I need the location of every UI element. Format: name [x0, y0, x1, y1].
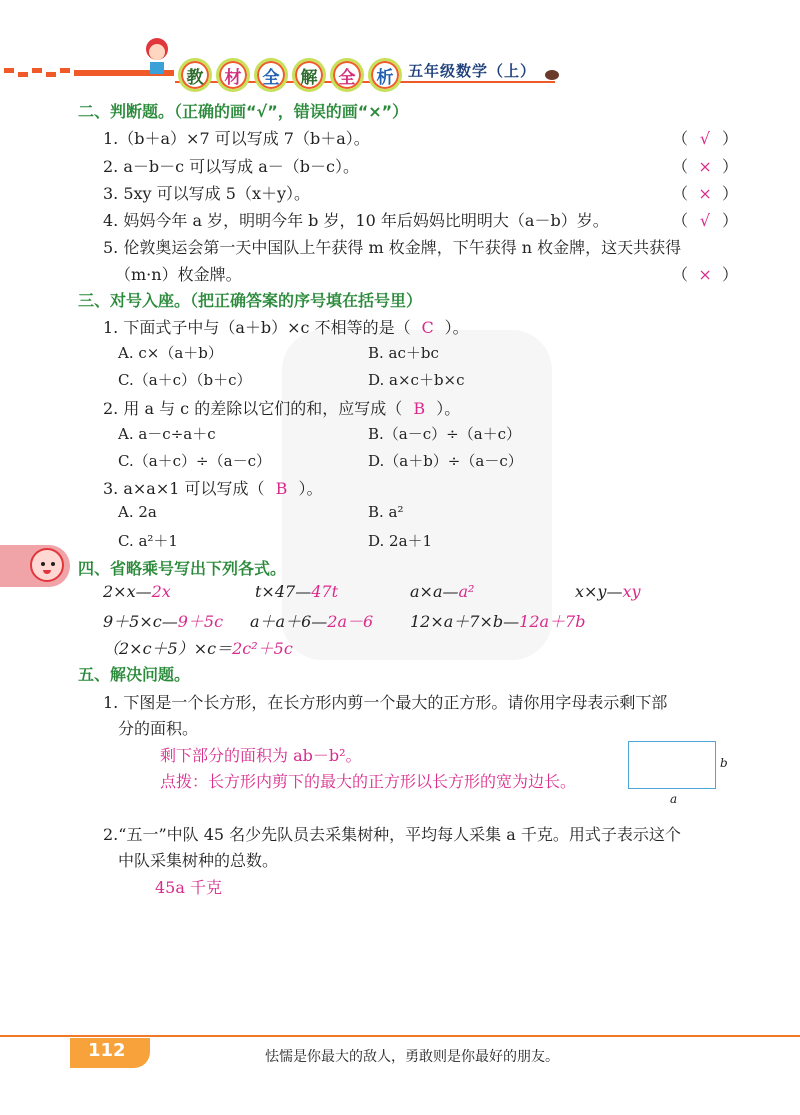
rectangle-width-label: b — [720, 756, 728, 770]
judge-item-1: 1.（b＋a）×7 可以写成 7（b＋a）。 — [103, 129, 370, 148]
choice-q3-option-c: C. a²＋1 — [118, 532, 178, 550]
rectangle-figure — [628, 741, 716, 789]
judge-answer-5: （ × ） — [672, 265, 739, 284]
expr-answer: 2a－6 — [327, 612, 374, 631]
choice-q1-end: ）。 — [444, 318, 469, 337]
expr-question: t×47— — [255, 582, 312, 601]
expr-2 — [255, 582, 338, 601]
expr-answer: a² — [458, 582, 475, 601]
mascot-icon — [30, 548, 64, 582]
judge-item-5-cont: （m·n）枚金牌。 — [115, 265, 242, 284]
expr-question: x×y— — [575, 582, 623, 601]
choice-q3-option-b: B. a² — [368, 503, 404, 521]
choice-q2 — [103, 396, 460, 419]
judge-item-2: 2. a－b－c 可以写成 a－（b－c）。 — [103, 157, 360, 176]
choice-q2-end: ）。 — [436, 399, 461, 418]
expr-question: a×a— — [410, 582, 459, 601]
choice-q1-option-d: D. a×c＋b×c — [368, 371, 465, 389]
problem-1-hint: 点拨：长方形内剪下的最大的正方形以长方形的宽为边长。 — [160, 772, 577, 791]
choice-q2-option-a: A. a－c÷a＋c — [118, 425, 216, 443]
judge-item-3: 3. 5xy 可以写成 5（x＋y）。 — [103, 184, 311, 203]
expr-answer: 9＋5c — [177, 612, 224, 631]
check-mark: √ — [699, 211, 711, 230]
footer-motto: 怯懦是你最大的敌人，勇敢则是你最好的朋友。 — [265, 1049, 559, 1065]
expr-question: 9＋5×c— — [103, 612, 178, 631]
problem-2-answer: 45a 千克 — [155, 878, 222, 897]
choice-q3-option-a: A. 2a — [118, 503, 157, 521]
choice-q2-text: 2. 用 a 与 c 的差除以它们的和，应写成（ — [103, 399, 403, 418]
choice-q1-option-c: C.（a＋c）（b＋c） — [118, 371, 252, 389]
problem-1-answer: 剩下部分的面积为 ab－b²。 — [160, 746, 362, 765]
cross-mark: × — [698, 265, 712, 284]
judge-answer-1: （ √ ） — [672, 129, 739, 148]
section2-title: 二、判断题。（正确的画“√”，错误的画“×”） — [78, 102, 409, 121]
problem-1-line1: 1. 下图是一个长方形，在长方形内剪一个最大的正方形。请你用字母表示剩下部 — [103, 693, 668, 712]
title-circles — [178, 58, 402, 92]
expr-5 — [103, 609, 223, 632]
judge-answer-2: （ × ） — [672, 157, 739, 176]
problem-2-line1: 2.“五一”中队 45 名少先队员去采集树种，平均每人采集 a 千克。用式子表示这个 — [103, 825, 681, 844]
section5-title: 五、解决问题。 — [78, 665, 191, 684]
problem-1-line2: 分的面积。 — [118, 719, 199, 738]
title-circle: 全 — [330, 58, 364, 92]
choice-q3 — [103, 476, 323, 499]
choice-q2-option-c: C.（a＋c）÷（a－c） — [118, 452, 271, 470]
problem-2-line2: 中队采集树种的总数。 — [118, 851, 279, 870]
choice-q3-end: ）。 — [298, 479, 323, 498]
expr-question: 12×a＋7×b— — [410, 612, 520, 631]
choice-q1-text: 1. 下面式子中与（a＋b）×c 不相等的是（ — [103, 318, 411, 337]
judge-item-4: 4. 妈妈今年 a 岁，明明今年 b 岁，10 年后妈妈比明明大（a－b）岁。 — [103, 211, 609, 230]
cross-mark: × — [698, 157, 712, 176]
title-circle: 教 — [178, 58, 212, 92]
expr-6 — [250, 609, 373, 632]
title-circle: 析 — [368, 58, 402, 92]
expr-question: a＋a＋6— — [250, 612, 328, 631]
expr-question: 2×x— — [103, 582, 152, 601]
cross-mark: × — [698, 184, 712, 203]
title-circle: 全 — [254, 58, 288, 92]
expr-answer: 12a＋7b — [519, 612, 586, 631]
expr-3 — [410, 582, 474, 601]
choice-q2-option-b: B.（a－c）÷（a＋c） — [368, 425, 522, 443]
choice-q1-answer: C — [421, 318, 434, 337]
expr-4 — [575, 582, 641, 601]
expr-answer: 2x — [151, 582, 171, 601]
choice-q1-option-a: A. c×（a＋b） — [118, 344, 223, 362]
expr-answer: 47t — [311, 582, 338, 601]
girl-mascot-icon — [140, 36, 174, 76]
title-circle: 材 — [216, 58, 250, 92]
expr-answer: xy — [622, 582, 641, 601]
subject-label: 五年级数学（上） — [408, 62, 537, 80]
choice-q3-answer: B — [275, 479, 288, 498]
section4-title: 四、省略乘号写出下列各式。 — [78, 559, 287, 578]
expr-question: （2×c＋5）×c＝ — [103, 639, 233, 658]
expr-1 — [103, 582, 171, 601]
choice-q3-option-d: D. 2a＋1 — [368, 532, 433, 550]
choice-q1 — [103, 315, 469, 338]
expr-7 — [410, 609, 585, 632]
choice-q3-text: 3. a×a×1 可以写成（ — [103, 479, 265, 498]
title-circle: 解 — [292, 58, 326, 92]
expr-answer: 2c²＋5c — [232, 639, 293, 658]
choice-q2-option-d: D.（a＋b）÷（a－c） — [368, 452, 523, 470]
rectangle-length-label: a — [670, 792, 678, 806]
footer-line — [0, 1035, 800, 1037]
page-number: 112 — [88, 1040, 126, 1061]
judge-answer-3: （ × ） — [672, 184, 739, 203]
choice-q2-answer: B — [413, 399, 426, 418]
choice-q1-option-b: B. ac＋bc — [368, 344, 439, 362]
judge-item-5: 5. 伦敦奥运会第一天中国队上午获得 m 枚金牌，下午获得 n 枚金牌，这天共获得 — [103, 238, 682, 257]
judge-answer-4: （ √ ） — [672, 211, 739, 230]
section3-title: 三、对号入座。（把正确答案的序号填在括号里） — [78, 291, 423, 310]
check-mark: √ — [699, 129, 711, 148]
expr-8 — [103, 636, 293, 659]
